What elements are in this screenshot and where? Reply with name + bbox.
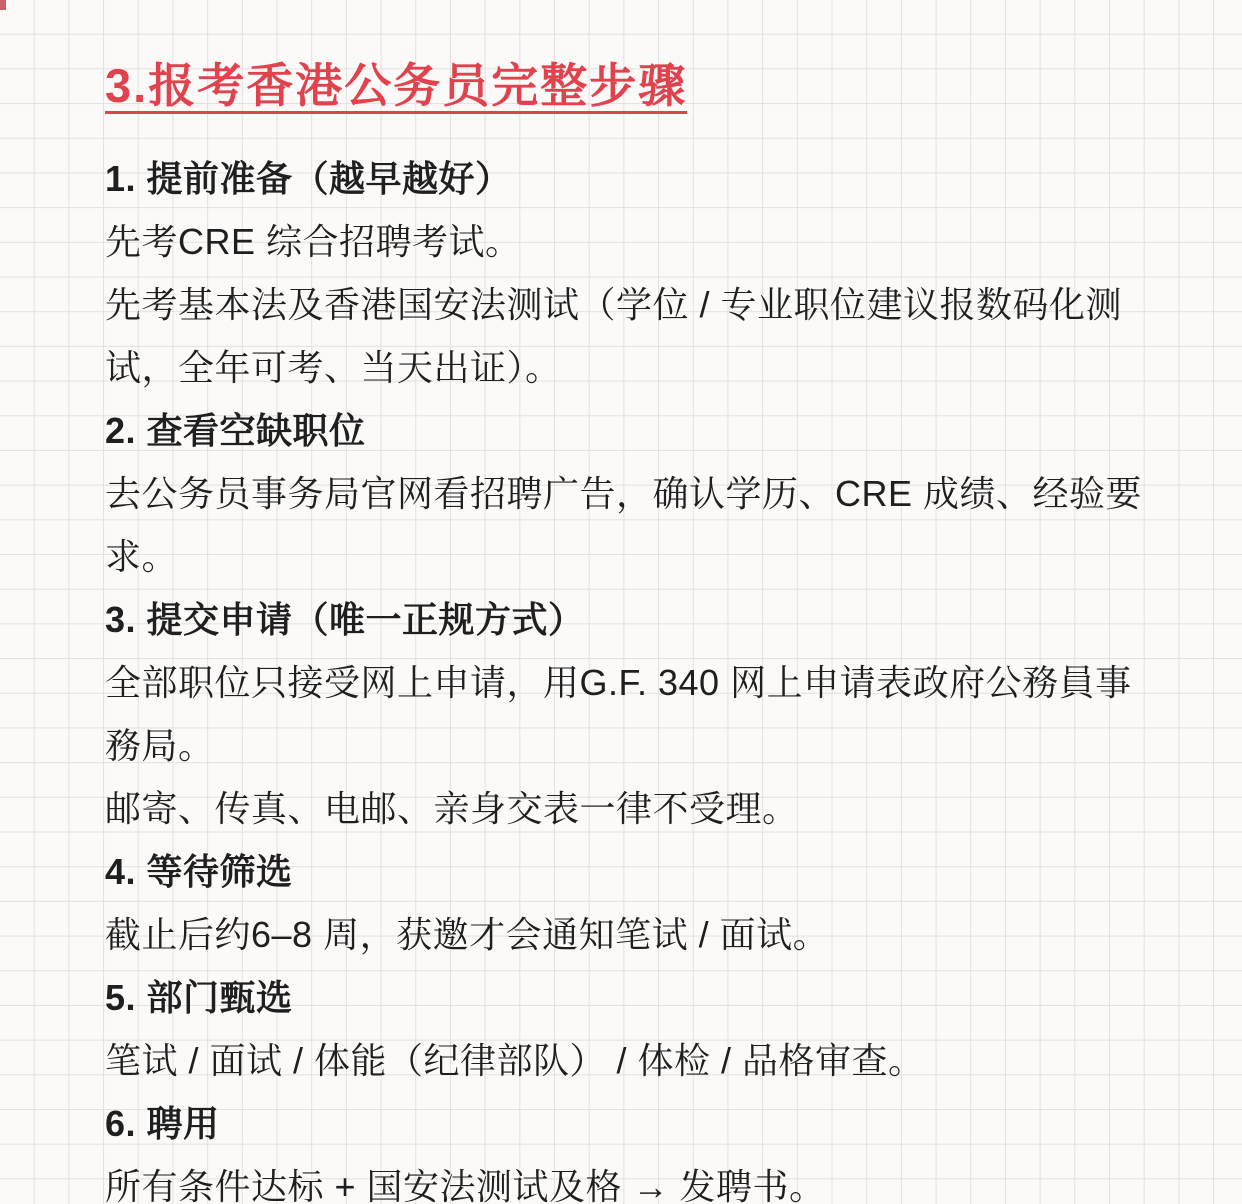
step-paragraph: 先考CRE 综合招聘考试。 [105,221,522,262]
page-title: 3.报考香港公务员完整步骤 [105,59,688,112]
step-paragraph: 所有条件达标 + 国安法测试及格 → 发聘书。 [105,1166,826,1204]
step-section [105,1092,1168,1204]
step-heading: 6. 聘用 [105,1103,220,1144]
step-paragraph: 去公务员事务局官网看招聘广告，确认学历、CRE 成绩、经验要求。 [105,473,1143,577]
step-paragraph: 先考基本法及香港国安法测试（学位 / 专业职位建议报数码化测试，全年可考、当天出证）。 [105,284,1123,388]
step-paragraph: 全部职位只接受网上申请，用G.F. 340 网上申请表政府公務員事務局。 [105,662,1132,766]
step-heading: 1. 提前准备（越早越好） [105,158,512,199]
step-heading: 5. 部门甄选 [105,977,293,1018]
top-left-red-artifact [0,0,6,10]
step-heading: 4. 等待筛选 [105,851,293,892]
step-paragraph: 笔试 / 面试 / 体能（纪律部队） / 体检 / 品格审查。 [105,1040,925,1081]
step-section [105,147,1168,399]
step-heading: 3. 提交申请（唯一正规方式） [105,599,585,640]
step-section [105,399,1168,588]
step-section [105,840,1168,966]
step-section [105,966,1168,1092]
step-section [105,588,1168,840]
step-paragraph: 邮寄、传真、电邮、亲身交表一律不受理。 [105,788,799,829]
step-paragraph: 截止后约6–8 周，获邀才会通知笔试 / 面试。 [105,914,830,955]
step-heading: 2. 查看空缺职位 [105,410,366,451]
